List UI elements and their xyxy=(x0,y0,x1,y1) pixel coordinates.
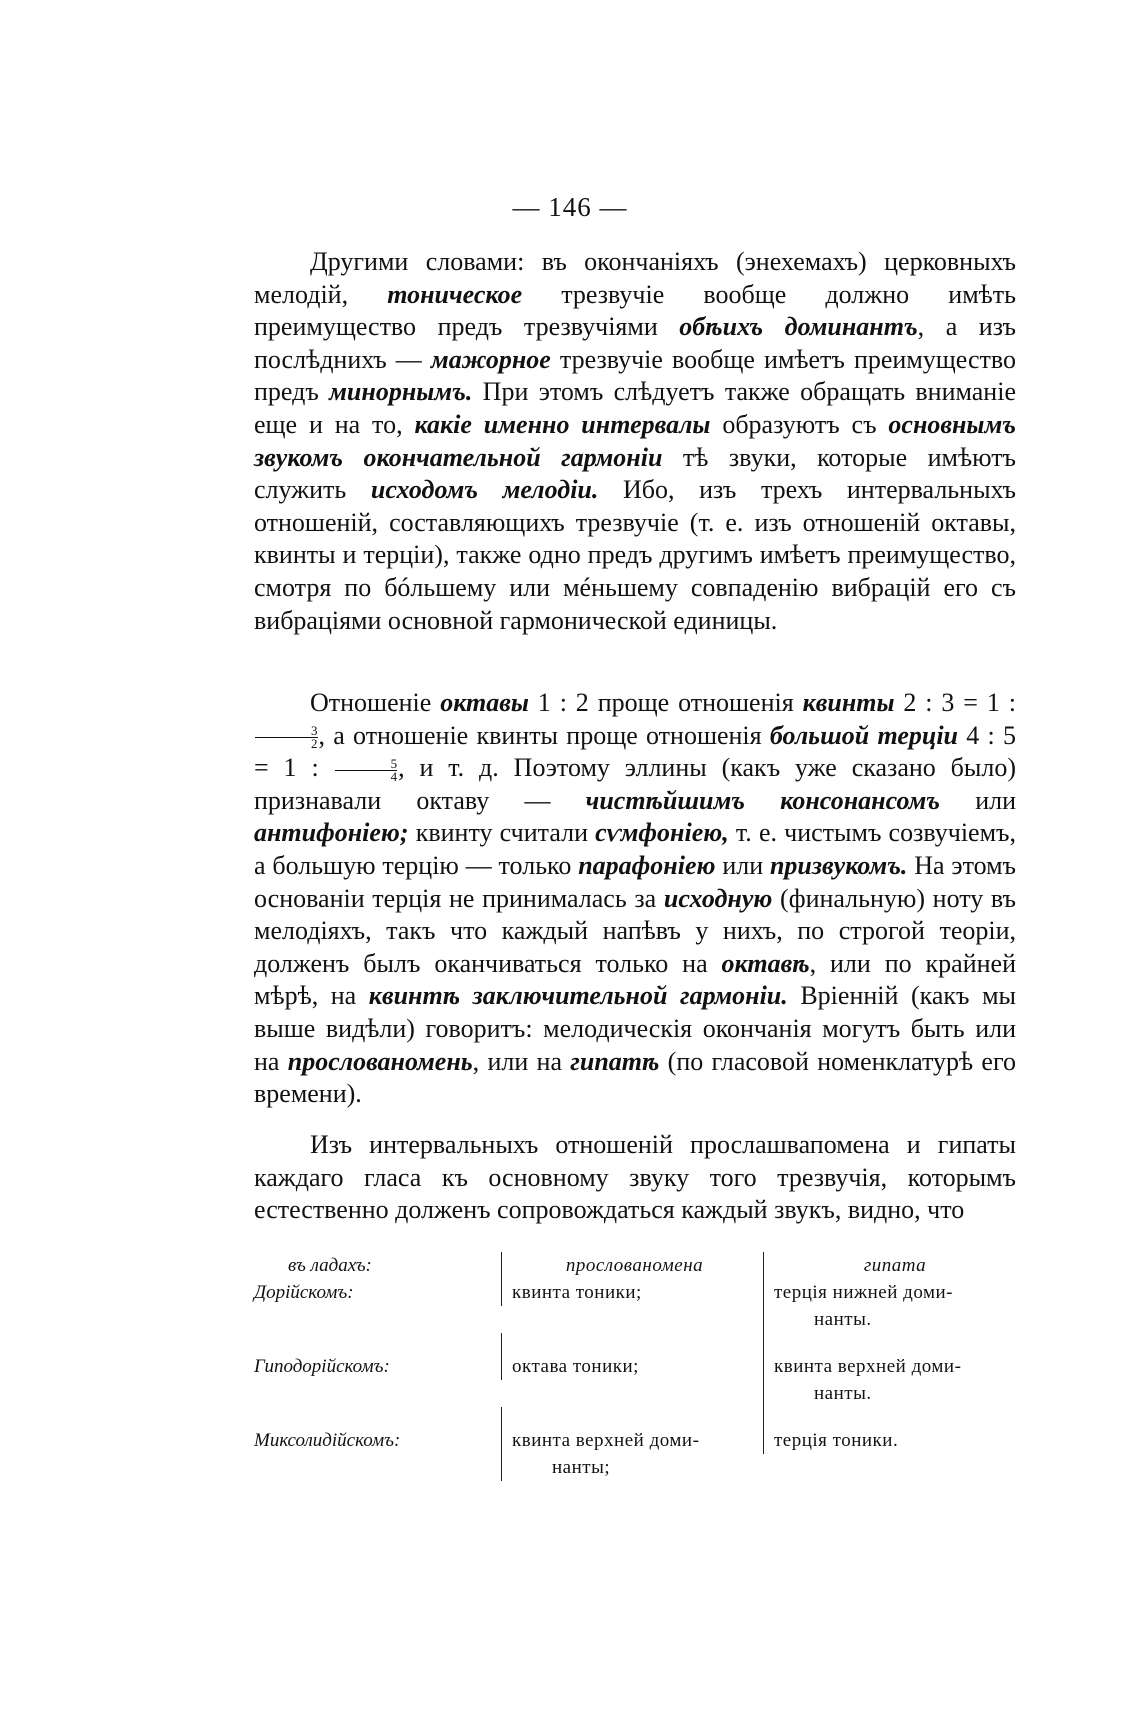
proslambanomenos-cell xyxy=(501,1279,763,1306)
p1-emphasis: основнымъ звукомъ окончательной гармоніи xyxy=(254,409,1016,472)
p2-text: 2 : 3 = 1 : xyxy=(894,688,1016,717)
modes-table xyxy=(254,1252,1016,1481)
p2-text: Вріенній (какъ мы выше видѣли) говоритъ: мелодическія окончанія могутъ быть или на xyxy=(254,981,1016,1076)
hypate-cell xyxy=(763,1353,1016,1407)
table-row xyxy=(254,1279,1016,1333)
p1-emphasis: мажорное xyxy=(430,344,551,374)
p2-text: т. е. чистымъ созвучіемъ, а большую терцію — только xyxy=(254,818,1016,880)
table-header-row xyxy=(254,1252,1016,1279)
fraction-denominator: 4 xyxy=(390,768,398,784)
header-hypate: гипата xyxy=(763,1252,1016,1279)
spacer-cell xyxy=(763,1407,1016,1427)
p1-text: тѣ звуки, которые имѣютъ служить xyxy=(254,442,1016,505)
p1-text: При этомъ слѣдуетъ также обращать вниманіе еще и на то, xyxy=(254,377,1016,439)
proslambanomenos-cell xyxy=(501,1353,763,1380)
p2-emphasis: гипатѣ xyxy=(570,1046,660,1076)
p1-text: трезвучіе вообще должно имѣть преимущество предъ трезвучіями xyxy=(254,279,1016,342)
p2-text: , и т. д. Поэтому эллины (какъ уже сказано было) признавали октаву — xyxy=(254,753,1016,815)
fraction-3-2 xyxy=(255,725,318,750)
p1-text: Ибо, изъ трехъ интервальныхъ отношеній, составляющихъ трезвучіе (т. е. изъ отношеній октавы, квинты и терціи), также одно предъ другимъ имѣетъ преимущество, смотря по бóльшему или мéньшему совпаденію вибрацій его съ вибраціями основной гармонической единицы. xyxy=(254,475,1016,635)
page-number: — 146 — xyxy=(512,192,628,222)
p2-text: или xyxy=(715,850,770,880)
p2-text: На этомъ основаніи терція не принималась за xyxy=(254,850,1016,913)
table-row xyxy=(254,1427,1016,1481)
spacer-cell xyxy=(501,1333,763,1353)
p2-emphasis: парафоніею xyxy=(578,850,716,880)
cell-line: нанты; xyxy=(552,1457,611,1478)
p2-text: 4 : 5 = 1 : xyxy=(254,720,1016,783)
mode-name: Гиподорійскомъ: xyxy=(254,1356,390,1377)
p1-emphasis: какіе именно интервалы xyxy=(414,409,711,439)
p1-text: Другими словами: въ окончаніяхъ (энехемахъ) церковныхъ мелодій, xyxy=(254,247,1016,309)
fraction-numerator: 5 xyxy=(335,758,398,771)
cell-line: нанты. xyxy=(814,1383,872,1404)
cell-line: квинта верхней доми- xyxy=(774,1356,962,1377)
p2-text: (по гласовой номенклатурѣ его времени). xyxy=(254,1046,1016,1109)
p2-text: 1 : 2 проще отношенія xyxy=(528,688,803,717)
hypate-cell xyxy=(763,1279,1016,1333)
table-spacer xyxy=(254,1407,1016,1427)
p2-emphasis: чистѣйшимъ консонансомъ xyxy=(585,785,940,815)
proslambanomenos-cell xyxy=(501,1427,763,1481)
cell-line: нанты. xyxy=(814,1309,872,1330)
p1-emphasis: обѣихъ доминантъ xyxy=(679,312,918,342)
p2-emphasis: октавѣ xyxy=(721,948,810,978)
p2-text: Отношеніе xyxy=(310,688,441,717)
p2-text: , а отношеніе квинты проще отношенія xyxy=(318,720,770,750)
p1-text: трезвучіе вообще имѣетъ преимущество предъ xyxy=(254,344,1016,407)
cell-line: квинта верхней доми- xyxy=(512,1430,700,1451)
fraction-5-4 xyxy=(335,755,398,784)
fraction-numerator: 3 xyxy=(255,725,318,738)
p2-text: , или по крайней мѣрѣ, на xyxy=(254,948,1016,1011)
paragraph-2 xyxy=(254,687,1016,1111)
cell-line: октава тоники; xyxy=(512,1356,639,1377)
p2-emphasis: сѵмфоніею, xyxy=(595,818,729,848)
p2-emphasis: большой терціи xyxy=(769,720,959,750)
p1-text: , а изъ послѣднихъ — xyxy=(254,312,1016,374)
p1-emphasis: минорнымъ. xyxy=(329,377,473,407)
p2-text: , или на xyxy=(472,1046,571,1076)
p2-emphasis: призвукомъ. xyxy=(769,850,908,880)
spacer-cell xyxy=(763,1333,1016,1353)
p1-emphasis: исходомъ мелодіи. xyxy=(370,475,599,505)
paragraph-3: Изъ интервальныхъ отношеній прослашвапомена и гипаты каждаго гласа къ основному звуку того трезвучія, которымъ естественно долженъ сопровождаться каждый звукъ, видно, что xyxy=(254,1130,1016,1225)
paragraph-1 xyxy=(254,246,1016,637)
cell-line: терція нижней доми- xyxy=(774,1282,953,1303)
p2-emphasis: октавы xyxy=(440,688,529,717)
table-row xyxy=(254,1353,1016,1407)
table-spacer xyxy=(254,1333,1016,1353)
header-proslambanomenos: прослованомена xyxy=(501,1252,763,1279)
fraction-denominator: 2 xyxy=(311,736,318,752)
p1-text: образуютъ съ xyxy=(710,409,889,439)
p2-text: квинту считали xyxy=(408,818,596,848)
p2-text: (финальную) ноту въ мелодіяхъ, такъ что каждый напѣвъ у нихъ, по строгой теоріи, долженъ былъ оканчиваться только на xyxy=(254,883,1016,978)
p2-text: или xyxy=(939,785,1016,815)
p2-emphasis: антифоніею; xyxy=(254,818,409,848)
p2-emphasis: квинты xyxy=(802,688,895,717)
p2-emphasis: квинтѣ заключительной гармоніи. xyxy=(368,981,788,1011)
mode-name: Миксолидійскомъ: xyxy=(254,1430,401,1451)
p1-emphasis: тоническое xyxy=(387,279,523,309)
spacer-cell xyxy=(501,1407,763,1427)
p2-emphasis: исходную xyxy=(663,883,773,913)
hypate-cell xyxy=(763,1427,1016,1454)
header-modes: въ ладахъ: xyxy=(288,1255,372,1276)
cell-line: терція тоники. xyxy=(774,1430,899,1451)
cell-line: квинта тоники; xyxy=(512,1282,642,1303)
mode-name: Дорійскомъ: xyxy=(254,1282,354,1303)
p2-emphasis: прослованомень xyxy=(287,1046,473,1076)
